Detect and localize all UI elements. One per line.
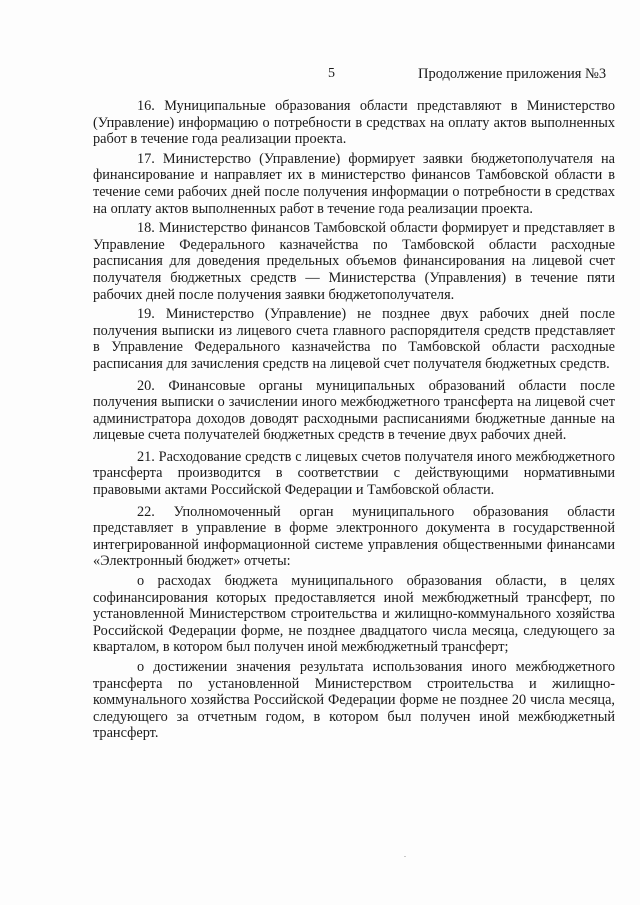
running-title: Продолжение приложения №3 [418,66,607,82]
paragraph-21: 21. Расходование средств с лицевых счетов получателя иного межбюджетного трансферта производится в соответствии с действующими нормативными правовыми актами Российской Федерации и Тамбовской области. [93,448,615,499]
paragraph-17: 17. Министерство (Управление) формирует заявки бюджетополучателя на финансирование и направляет их в министерство финансов Тамбовской области в течение семи рабочих дней после получения информации о потребности в средствах на оплату актов выполненных работ в течение года реализации проекта. [93,150,615,217]
scan-speck [404,856,406,857]
paragraph-16: 16. Муниципальные образования области представляют в Министерство (Управление) информацию о потребности в средствах на оплату актов выполненных работ в течение года реализации проекта. [93,98,615,148]
paragraph-22-report-expenses: о расходах бюджета муниципального образования области, в целях софинансирования которых предоставляется иной межбюджетный трансферт, по установленной Министерством строительства и жилищно-коммунального хозяйства Российской Федерации форме, не позднее двадцатого числа месяца, следующего за кварталом, в котором был получен иной межбюджетный трансферт; [93,573,615,656]
page-number: 5 [328,66,335,81]
paragraph-19: 19. Министерство (Управление) не позднее двух рабочих дней после получения выписки из лицевого счета главного распорядителя средств представляет в Управление Федерального казначейства по Тамбовской области расходные расписания для зачисления средств на лицевой счет получателя бюджетных средств. [93,306,615,372]
paragraph-20: 20. Финансовые органы муниципальных образований области после получения выписки о зачислении иного межбюджетного трансферта на лицевой счет администратора доходов доводят расходными расписаниями бюджетные данные на лицевые счета получателей бюджетных средств в течение двух рабочих дней. [93,377,615,444]
paragraph-18: 18. Министерство финансов Тамбовской области формирует и представляет в Управление Федерального казначейства по Тамбовской области расходные расписания для доведения предельных объемов финансирования на лицевой счет получателя бюджетных средств — Министерства (Управления) в течение пяти рабочих дней после получения заявки бюджетополучателя. [93,220,615,303]
paragraph-22-report-results: о достижении значения результата использования иного межбюджетного трансферта по установленной Министерством строительства и жилищно-коммунального хозяйства Российской Федерации форме не позднее 20 числа месяца, следующего за отчетным годом, в котором был получен иной межбюджетный трансферт. [93,659,615,742]
paragraph-22: 22. Уполномоченный орган муниципального образования области представляет в управление в форме электронного документа в государственной интегрированной информационной системе управления общественными финансами «Электронный бюджет» отчеты: [93,503,615,570]
document-body [93,98,615,745]
